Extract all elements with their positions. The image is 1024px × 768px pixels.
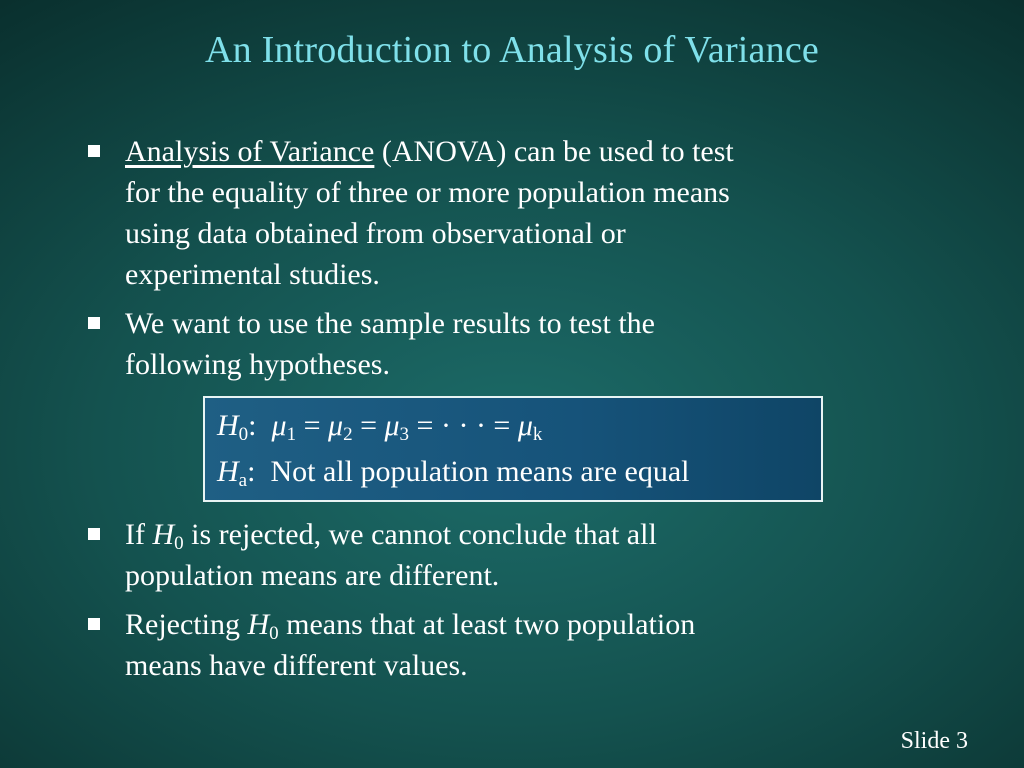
square-bullet-icon — [88, 145, 100, 157]
hypotheses-box — [203, 396, 823, 502]
square-bullet-icon — [88, 618, 100, 630]
bullet-hypotheses-intro — [88, 303, 908, 385]
square-bullet-icon — [88, 528, 100, 540]
square-bullet-icon — [88, 317, 100, 329]
bullet-rejection-caveat — [88, 514, 908, 596]
bullet-rejection-meaning — [88, 604, 908, 686]
bullet-text: If $H_0$ is rejected, we cannot conclude that all population means are different. — [125, 518, 657, 592]
slide-number: Slide 3 — [900, 728, 968, 754]
bullet-text: Rejecting $H_0$ means that at least two population means have different values. — [125, 608, 696, 682]
alternative-hypothesis: $H_a$: Not all population means are equal — [217, 455, 690, 491]
bullet-text: Analysis of Variance (ANOVA) can be used to test for the equality of three or more population means using data obtained from observational or experimental studies. — [125, 135, 734, 291]
anova-term: Analysis of Variance — [125, 135, 375, 168]
bullet-anova-definition — [88, 131, 908, 295]
null-hypothesis: $H_0$: $\mu_1 = \mu_2 = \mu_3$ = · · · = $\mu_k$ — [217, 409, 543, 445]
bullet-text: We want to use the sample results to test the following hypotheses. — [125, 307, 655, 381]
slide-title: An Introduction to Analysis of Variance — [205, 29, 819, 71]
